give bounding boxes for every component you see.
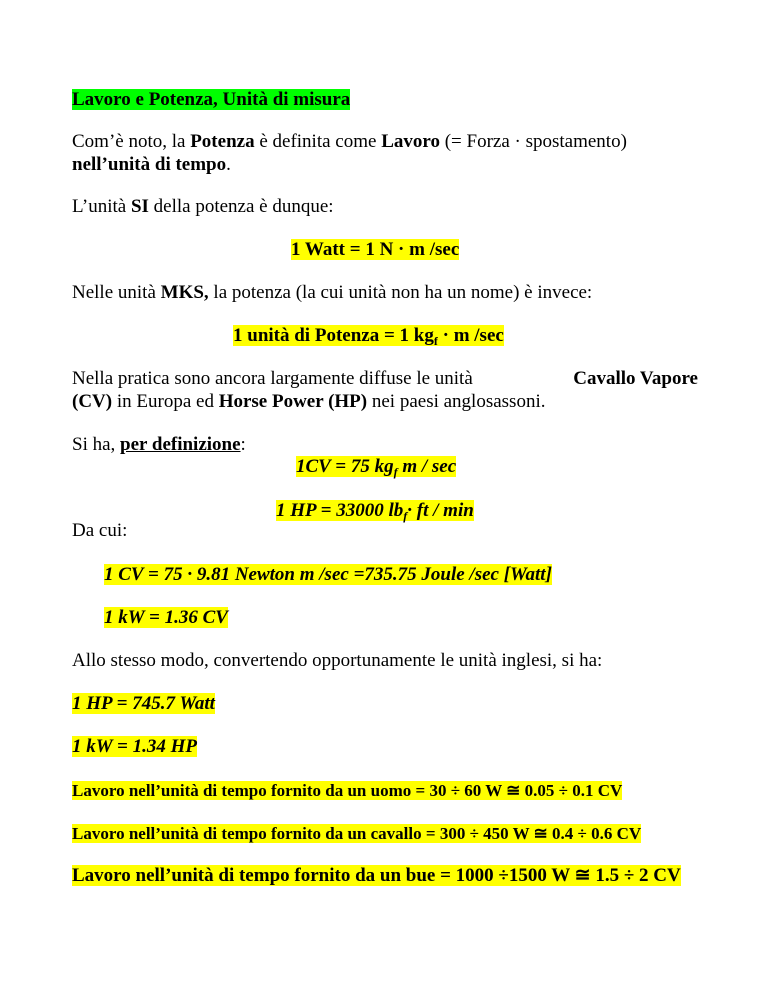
equation-mks [233,324,504,347]
practice-paragraph-line-2 [72,390,545,413]
equation-kw-hp-text: 1 kW = 1.34 HP [72,736,198,757]
work-man [72,779,622,802]
mks-paragraph [72,281,592,304]
si-unit-paragraph [72,195,334,218]
equation-watt-text: 1 Watt = 1 N · m /sec [291,239,460,260]
definition-intro [72,433,246,456]
term-cv: (CV) [72,391,113,412]
text: · m /sec [437,325,504,346]
term-unita-tempo: nell’unità di tempo [72,154,227,175]
term-cavallo-vapore: Cavallo Vapore [573,368,698,389]
definition-hp-text [276,500,474,521]
practice-paragraph-line-1 [72,367,698,390]
equation-hp-watt-text: 1 HP = 745.7 Watt [72,693,215,714]
equation-watt [291,238,459,261]
conversion-paragraph [72,649,602,672]
text: Nella pratica sono ancora largamente diffuse le unità [72,368,473,389]
text: la potenza (la cui unità non ha un nome) è invece: [208,282,593,303]
term-mks: MKS, [160,282,209,303]
term-lavoro: Lavoro [381,131,440,152]
equation-kw-hp [72,735,197,758]
text: Nelle unità [72,282,161,303]
work-ox-text: Lavoro nell’unità di tempo fornito da un bue = 1000 ÷1500 W ≅ 1.5 ÷ 2 CV [72,865,681,886]
text: (= Forza · spostamento) [439,131,627,152]
text: · ft / min [407,500,474,521]
da-cui-label [72,519,127,542]
definition-hp [276,499,474,522]
text: Si ha, [72,434,121,455]
text: 1 unità di Potenza = 1 kg [233,325,434,346]
equation-cv-watt [104,563,552,586]
text: L’unità [72,196,131,217]
text: . [226,154,231,175]
text: in Europa ed [112,391,219,412]
term-potenza: Potenza [190,131,255,152]
equation-cv-watt-text: 1 CV = 75 · 9.81 Newton m /sec =735.75 Joule /sec [Watt] [104,564,552,585]
equation-kw-cv [104,606,228,629]
term-per-definizione: per definizione [120,434,241,455]
definition-cv [296,455,456,478]
text: 1CV = 75 kg [296,456,394,477]
equation-mks-text [233,325,504,346]
text: Allo stesso modo, convertendo opportunamente le unità inglesi, si ha: [72,650,603,671]
term-si: SI [130,196,149,217]
intro-paragraph-line-1 [72,130,627,153]
work-horse-text: Lavoro nell’unità di tempo fornito da un cavallo = 300 ÷ 450 W ≅ 0.4 ÷ 0.6 CV [72,824,642,843]
equation-hp-watt [72,692,215,715]
text: 1 HP = 33000 lb [276,500,404,521]
page-title-text: Lavoro e Potenza, Unità di misura [72,89,351,110]
page-title [72,88,350,111]
text: Com’è noto, la [72,131,191,152]
text: : [240,434,246,455]
text: m / sec [397,456,457,477]
text: della potenza è dunque: [148,196,334,217]
work-ox [72,864,681,887]
subscript: f [433,334,438,348]
equation-kw-cv-text: 1 kW = 1.36 CV [104,607,228,628]
intro-paragraph-line-2 [72,153,231,176]
text: nei paesi anglosassoni. [367,391,546,412]
definition-cv-text [296,456,456,477]
term-horse-power: Horse Power (HP) [218,391,368,412]
text: è definita come [254,131,382,152]
work-horse [72,822,641,845]
text: Da cui: [72,520,128,541]
subscript: f [393,465,398,479]
subscript: f [403,509,408,523]
work-man-text: Lavoro nell’unità di tempo fornito da un uomo = 30 ÷ 60 W ≅ 0.05 ÷ 0.1 CV [72,781,623,800]
